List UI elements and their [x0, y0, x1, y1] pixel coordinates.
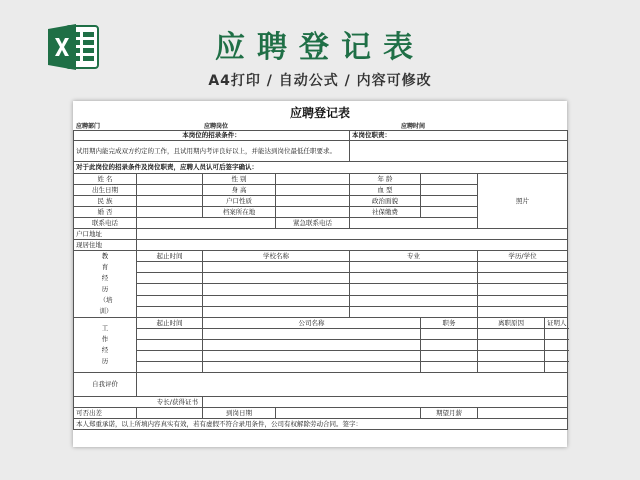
emergency-label: 紧急联系电话	[276, 218, 350, 229]
height-label: 身 高	[203, 185, 276, 196]
education-row	[74, 284, 568, 295]
phone-label: 联系电话	[74, 218, 137, 229]
duty-value[interactable]	[350, 141, 568, 162]
residence-label: 现居住地	[74, 240, 137, 251]
emergency-value[interactable]	[350, 218, 478, 229]
self-evaluation-row	[74, 373, 568, 397]
work-cell[interactable]	[545, 340, 568, 351]
application-form-table	[73, 130, 568, 430]
start-date-value[interactable]	[276, 408, 421, 419]
edu-cell[interactable]	[350, 306, 478, 317]
hukou-address-label: 户口地址	[74, 229, 137, 240]
work-label-text: 工作经历	[101, 324, 109, 365]
age-label: 年 龄	[350, 174, 421, 185]
gender-value[interactable]	[276, 174, 350, 185]
edu-col-school: 学校名称	[203, 251, 350, 262]
edu-cell[interactable]	[203, 295, 350, 306]
work-col-period: 起止时间	[137, 318, 203, 329]
work-cell[interactable]	[137, 351, 203, 362]
edu-cell[interactable]	[350, 262, 478, 273]
name-value[interactable]	[137, 174, 203, 185]
work-cell[interactable]	[478, 351, 545, 362]
declaration-row	[74, 419, 568, 430]
age-value[interactable]	[421, 174, 478, 185]
skills-row	[74, 397, 568, 408]
work-col-title: 职务	[421, 318, 478, 329]
work-col-reference: 证明人	[545, 318, 568, 329]
banner-subtitle: A4打印 / 自动公式 / 内容可修改	[208, 73, 432, 89]
archive-label: 档案所在地	[203, 207, 276, 218]
edu-col-period: 起止时间	[137, 251, 203, 262]
work-cell[interactable]	[421, 362, 478, 373]
ethnic-value[interactable]	[137, 196, 203, 207]
banner-title: 应聘登记表	[215, 30, 425, 65]
hukou-label: 户口性质	[203, 196, 276, 207]
req-label: 本岗位的招录条件：	[74, 131, 350, 141]
work-header-row	[74, 318, 568, 329]
ethnic-label: 民 族	[74, 196, 137, 207]
marriage-label: 婚 否	[74, 207, 137, 218]
banner	[0, 0, 640, 98]
photo-box[interactable]: 照片	[478, 174, 568, 229]
work-cell[interactable]	[478, 362, 545, 373]
education-label-text: 教育经历（培训）	[99, 252, 113, 315]
business-trip-label: 可否出差	[74, 408, 137, 419]
edu-cell[interactable]	[137, 306, 203, 317]
work-section-label	[74, 318, 137, 373]
start-date-label: 到岗日期	[203, 408, 276, 419]
work-cell[interactable]	[137, 362, 203, 373]
education-row	[74, 306, 568, 317]
self-evaluation-value[interactable]	[137, 373, 568, 397]
work-cell[interactable]	[478, 340, 545, 351]
education-row	[74, 262, 568, 273]
header-position: 应聘岗位	[204, 123, 229, 130]
requirements-row	[74, 141, 568, 162]
work-cell[interactable]	[137, 340, 203, 351]
insurance-label: 社保缴费	[350, 207, 421, 218]
duty-label: 本岗位职责：	[350, 131, 568, 141]
req-text: 试用期内能完成双方约定的工作，且试用期内考评良好以上，并能达到岗位最低任职要求。	[74, 141, 350, 162]
political-value[interactable]	[421, 196, 478, 207]
edu-cell[interactable]	[137, 262, 203, 273]
sheet-title: 应聘登记表	[289, 106, 350, 120]
self-evaluation-label: 自我评价	[74, 373, 137, 397]
skills-value[interactable]	[203, 397, 568, 408]
edu-cell[interactable]	[478, 295, 568, 306]
hukou-value[interactable]	[276, 196, 350, 207]
name-label: 姓 名	[74, 174, 137, 185]
residence-value[interactable]	[137, 240, 568, 251]
edu-cell[interactable]	[137, 273, 203, 284]
height-value[interactable]	[276, 185, 350, 196]
hukou-address-value[interactable]	[137, 229, 568, 240]
residence-row	[74, 240, 568, 251]
availability-row	[74, 408, 568, 419]
application-form-sheet	[73, 101, 567, 447]
work-row	[74, 362, 568, 373]
education-header-row	[74, 251, 568, 262]
confirm-text: 对于此岗位的招录条件及岗位职责，应聘人员认可后签字确认：	[74, 162, 568, 174]
work-cell[interactable]	[137, 329, 203, 340]
work-cell[interactable]	[545, 329, 568, 340]
edu-cell[interactable]	[137, 284, 203, 295]
work-cell[interactable]	[421, 329, 478, 340]
edu-cell[interactable]	[203, 284, 350, 295]
work-cell[interactable]	[545, 351, 568, 362]
edu-cell[interactable]	[350, 295, 478, 306]
hukou-address-row	[74, 229, 568, 240]
business-trip-value[interactable]	[137, 408, 203, 419]
edu-cell[interactable]	[478, 273, 568, 284]
work-row	[74, 340, 568, 351]
work-row	[74, 351, 568, 362]
edu-cell[interactable]	[203, 273, 350, 284]
declaration-text[interactable]: 本人郑重承诺，以上所填内容真实有效，若有虚假不符合录用条件，公司有权解除劳动合同。签字：	[74, 419, 568, 430]
education-row	[74, 273, 568, 284]
work-cell[interactable]	[421, 340, 478, 351]
birth-label: 出生日期	[74, 185, 137, 196]
work-cell[interactable]	[203, 362, 421, 373]
work-col-reason: 离职原因	[478, 318, 545, 329]
skills-label: 专长/获得证书	[74, 397, 203, 408]
work-cell[interactable]	[421, 351, 478, 362]
marriage-value[interactable]	[137, 207, 203, 218]
blood-label: 血 型	[350, 185, 421, 196]
salary-value[interactable]	[478, 408, 568, 419]
work-cell[interactable]	[478, 329, 545, 340]
edu-cell[interactable]	[137, 295, 203, 306]
edu-cell[interactable]	[203, 262, 350, 273]
edu-col-degree: 学历/学位	[478, 251, 568, 262]
work-cell[interactable]	[203, 340, 421, 351]
work-cell[interactable]	[203, 329, 421, 340]
edu-cell[interactable]	[478, 306, 568, 317]
blood-value[interactable]	[421, 185, 478, 196]
education-section-label	[74, 251, 137, 318]
edu-col-major: 专业	[350, 251, 478, 262]
work-cell[interactable]	[545, 362, 568, 373]
confirm-row	[74, 162, 568, 174]
edu-cell[interactable]	[350, 273, 478, 284]
work-cell[interactable]	[203, 351, 421, 362]
gender-label: 性 别	[203, 174, 276, 185]
work-col-company: 公司名称	[203, 318, 421, 329]
phone-value[interactable]	[137, 218, 276, 229]
political-label: 政治面貌	[350, 196, 421, 207]
header-time: 应聘时间	[401, 123, 426, 130]
birth-value[interactable]	[137, 185, 203, 196]
requirements-header-row	[74, 131, 568, 141]
edu-cell[interactable]	[478, 284, 568, 295]
edu-cell[interactable]	[350, 284, 478, 295]
insurance-value[interactable]	[421, 207, 478, 218]
personal-row-1	[74, 174, 568, 185]
header-dept: 应聘部门	[76, 123, 101, 130]
work-row	[74, 329, 568, 340]
archive-value[interactable]	[276, 207, 350, 218]
education-row	[74, 295, 568, 306]
edu-cell[interactable]	[203, 306, 350, 317]
edu-cell[interactable]	[478, 262, 568, 273]
salary-label: 期望月薪	[421, 408, 478, 419]
